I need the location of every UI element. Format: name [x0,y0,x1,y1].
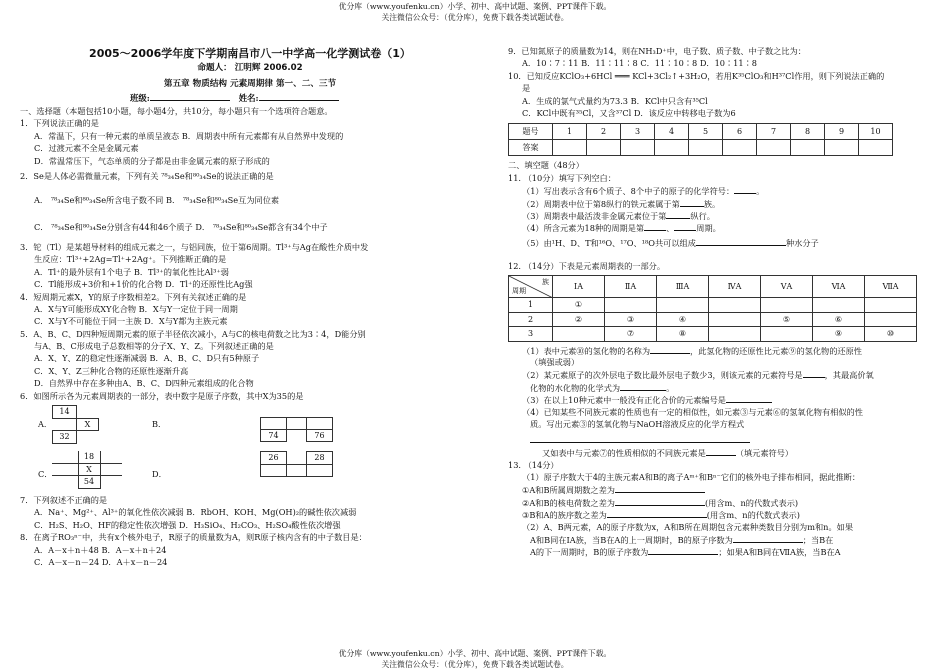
class-label: 班级: [130,93,150,103]
q11-part-4 [508,222,928,234]
q12-part-4-similar [508,447,928,459]
q1-option-c: C．过渡元素不全是金属元素 [34,143,139,154]
q11-4-end: 周期。 [696,223,721,234]
q11-5-blank[interactable] [696,237,786,246]
q12-stem: 12. （14分）下表是元素周期表的一部分。 [508,260,666,271]
exam-title: 2005～2006学年度下学期南昌市八一中学高一化学测试卷（1） [89,47,411,60]
pt-group-header: ⅢA [657,276,709,298]
name-label: 姓名: [238,93,259,103]
q11-4-sep: 、 [666,223,675,234]
pt-cell [553,327,605,342]
q12-1-blank[interactable] [650,345,690,354]
q11-1-text: （1）写出表示含有6个质子、8个中子的原子的化学符号： [522,186,735,197]
pt-period-label: 1 [509,298,553,313]
q12-1-text: （1）表中元素⑩的氢化物的名称为 [522,345,651,356]
grid-c-x: X [78,463,100,476]
q4-option-cd: C．X与Y不可能位于同一主族 D．X与Y都为主族元素 [34,316,228,327]
answer-header-cell: 9 [825,124,859,140]
q12-part-3 [508,394,928,406]
q9-stem: 9．已知氮原子的质量数为14，则在NH₃D⁺中，电子数、质子数、中子数之比为： [508,46,806,56]
answer-row-label: 答案 [509,140,553,156]
q11-2-end: 族。 [703,198,721,209]
q7-option-ab: A．Na⁺、Mg²⁺、Al³⁺的氧化性依次减弱 B．RbOH、KOH、Mg(OH)₂的碱性依次减弱 [34,507,357,518]
answer-header-cell: 题号 [509,124,553,140]
footer-line-1: 优分库（www.youfenku.cn）小学、初中、高中试题、案例、PPT课件下载。 [338,649,612,658]
q13-part-1a [508,484,928,496]
q12-1-cont: ，此氢化物的还原性比元素⑨的氢化物的还原性 [690,345,862,356]
section-1-heading: 一、选择题（本题包括10小题，每小题4分，共10分，每小题只有一个选项符合题意。 [20,106,333,116]
pt-row-period-3 [509,327,917,342]
answer-header-cell: 1 [553,124,587,140]
pt-cell [761,298,813,313]
answer-cell[interactable] [621,140,655,156]
answer-header-cell: 4 [655,124,689,140]
q12-2-blank-a[interactable] [803,369,825,378]
answer-table-header-row [509,124,893,140]
q4-stem: 4．短周期元素X，Y的原子序数相差2。下列有关叙述正确的是 [20,291,247,302]
pt-cell: ⑩ [865,327,917,342]
q11-1-blank[interactable] [734,185,756,194]
answer-header-cell: 5 [689,124,723,140]
pt-cell [813,298,865,313]
pt-cell: ② [553,312,605,327]
q13-part-1: （1）原子序数大于4的主族元素A和B的离子Aᵐ⁺和Bⁿ⁻它们的核外电子排布相同，据此推断： [522,472,861,483]
grid-d-left: 26 [261,452,287,465]
pt-group-header: ⅤA [761,276,813,298]
pt-cell [657,298,709,313]
q13-1b-text: ②A和B的核电荷数之差为 [522,497,615,508]
answer-cell[interactable] [655,140,689,156]
q12-4-text: 又如表中与元素⑦的性质相似的不同族元素是 [542,448,706,459]
pt-cell: ⑧ [657,327,709,342]
q13-2b-cont: ；当B在 [802,535,834,546]
grid-b-left: 74 [261,429,287,442]
q5-option-ab: A．X、Y、Z的稳定性逐渐减弱 B．A、B、C、D只有5种原子 [34,353,260,364]
q12-2-blank-b[interactable] [620,382,666,391]
q11-2-text: （2）周期表中位于第8纵行的铁元素属于第 [522,198,680,209]
header-line-2: 关注微信公众号：（优分库），免费下载各类试题试卷。 [381,12,569,22]
q11-3-end: 纵行。 [690,210,715,221]
q12-part-2-cont [508,382,928,394]
q12-part-1-hint: （填强或弱） [530,356,580,367]
page-header [0,2,950,23]
answer-table [508,123,893,156]
q11-4-blank-a[interactable] [644,222,666,231]
pt-cell [709,312,761,327]
left-column [20,106,475,569]
answer-header-cell: 8 [791,124,825,140]
q12-part-4: （4）已知某些不同族元素的性质也有一定的相似性，如元素③与元素⑥的氢氧化物有相似的性 [522,406,863,417]
q13-2c-blank[interactable] [648,546,718,555]
q6-grid-a [52,405,121,444]
grid-a-bottom: 32 [53,431,77,444]
q7-stem: 7．下列叙述不正确的是 [20,495,108,506]
q5-option-c: C．X、Y、Z三种化合物的还原性逐渐升高 [34,365,189,376]
q12-part-1 [508,345,928,357]
pt-cell: ⑨ [813,327,865,342]
q11-4-blank-b[interactable] [674,222,696,231]
q13-1c-blank[interactable] [607,509,707,518]
q5-stem: 5．A、B、C、D四种短周期元素的原子半径依次减小，A与C的核电荷数之比为3∶4，D能分别 [20,328,366,339]
answer-cell[interactable] [791,140,825,156]
q6-option-c-label: C． [38,469,53,480]
q12-2-text: （2）某元素原子的次外层电子数比最外层电子数少3，则该元素的元素符号是 [522,370,803,381]
q10-stem-cont: 是 [522,83,531,94]
pt-corner-group-label: 族 [542,278,549,287]
q13-2b-text: A和B同在ⅠA族，当B在A的上一周期时，B的原子序数为 [530,535,733,546]
q13-1c-text: ③B和A的族序数之差为 [522,510,607,521]
answer-table-answer-row [509,140,893,156]
pt-cell: ③ [605,312,657,327]
answer-cell[interactable] [689,140,723,156]
answer-header-cell: 3 [621,124,655,140]
pt-header-row [509,276,917,298]
pt-group-header: ⅦA [865,276,917,298]
section-2-heading: 二、填空题（48分） [508,160,584,171]
pt-cell: ⑤ [761,312,813,327]
class-name-line [130,92,339,104]
grid-a-top: 14 [53,406,77,419]
q1-option-ab: A．常温下，只有一种元素的单质呈液态 B．周期表中所有元素都有从自然界中发现的 [34,130,344,141]
header-line-1: 优分库（www.youfenku.cn）小学、初中、高中试题、案例、PPT课件下载。 [338,2,612,11]
q12-3-blank[interactable] [726,394,772,403]
q11-part-5 [508,235,928,251]
grid-b-right: 76 [307,429,333,442]
q11-stem: 11. （10分）填写下列空白： [508,172,616,183]
q6-stem: 6．如图所示各为元素周期表的一部分，表中数字是原子序数，其中X为35的是 [20,390,304,401]
q13-1c-hint: (用含m、n的代数式表示) [706,510,800,521]
pt-cell: ④ [657,312,709,327]
pt-corner-period-label: 周期 [512,286,526,295]
q6-option-b-label: B． [152,419,167,430]
q13-part-2c [508,546,928,558]
q3-option-ab: A．Tl⁺的最外层有1个电子 B．Tl³⁺的氧化性比Al³⁺弱 [34,266,229,277]
q7-option-cd: C．H₂S、H₂O、HF的稳定性依次增强 D．H₃SiO₄、H₂CO₃、H₂SO₄酸性依次增强 [34,519,341,530]
q13-stem: 13. （14分） [508,459,559,470]
q11-4-text: （4）所含元素为18种的周期是第 [522,223,645,234]
pt-cell [605,298,657,313]
q13-part-1b [508,497,928,509]
name-field[interactable] [259,92,339,101]
q10-option-ab: A．生成的氯气式量约为73.3 B．KCl中只含有³⁵Cl [522,95,708,106]
q11-3-text: （3）周期表中最活泼非金属元素位于第 [522,210,667,221]
q12-2-text-b: 化物的水化物的化学式为 [530,382,621,393]
pt-cell [709,298,761,313]
answer-cell[interactable] [825,140,859,156]
q5-stem-cont: 与A、B、C形成电子总数相等的分子X、Y、Z。下列叙述正确的是 [34,341,274,352]
q12-4-hint: （填元素符号） [735,448,794,459]
answer-header-cell: 7 [757,124,791,140]
pt-cell: ⑥ [813,312,865,327]
answer-cell[interactable] [859,140,893,156]
pt-period-label: 3 [509,327,553,342]
answer-header-cell: 6 [723,124,757,140]
q12-part-2 [508,369,928,381]
answer-header-cell: 2 [587,124,621,140]
q13-1b-blank[interactable] [615,497,705,506]
q13-part-2: （2）A、B两元素，A的原子序数为x，A和B所在周期包含元素种类数目分别为m和n。如果 [522,521,854,532]
pt-cell [865,298,917,313]
q10-stem: 10．已知反应KClO₃+6HCl ═══ KCl+3Cl₂↑+3H₂O，若用K³⁵ClO₃和H³⁷Cl作用，则下列说法正确的 [508,70,885,81]
answer-cell[interactable] [587,140,621,156]
exam-chapter: 第五章 物质结构 元素周期律 第一、二、三节 [163,79,337,89]
q6-grid-b [260,405,333,442]
q6-grid-d [260,451,333,488]
q13-2c-text: A的下一周期时，B的原子序数为 [530,547,649,558]
q12-2-end: 。 [666,382,675,393]
q13-part-1c [508,509,928,521]
q13-2c-cont: ；如果A和B同在ⅦA族，当B在A [718,547,841,558]
q12-2-cont: ，其最高价氧 [824,370,874,381]
q11-part-1: （1）写出表示含有6个质子、8个中子的原子的化学符号： 。 [522,186,765,197]
pt-cell [709,327,761,342]
q6-grid-c [52,451,122,489]
q13-1a-text: ①A和B所属周期数之差为 [522,485,615,496]
q11-5-end: 种水分子 [785,237,819,248]
q2-stem: 2．Se是人体必需微量元素，下列有关 ⁷⁸₃₄Se和⁸⁰₃₄Se的说法正确的是 [20,170,274,181]
q8-stem: 8．在离子RO₃ⁿ⁻中，共有x个核外电子，R原子的质量数为A，则R原子核内含有的中子数目是： [20,532,367,543]
answer-cell[interactable] [553,140,587,156]
q13-2b-blank[interactable] [733,534,803,543]
q3-option-cd: C．Tl能形成+3价和+1价的化合物 D．Tl⁺的还原性比Ag强 [34,279,253,290]
q11-part-3 [508,210,928,222]
q8-option-cd: C．A－x－n－24 D．A＋x－n－24 [34,556,168,567]
q5-option-d: D．自然界中存在多种由A、B、C、D四种元素组成的化合物 [34,378,254,389]
q2-option-ab: A． ⁷⁸₃₄Se和⁸⁰₃₄Se所含电子数不同 B． ⁷⁸₃₄Se和⁸⁰₃₄Se互为同位素 [34,194,280,205]
right-column [508,46,928,559]
q12-part-4-cont: 质。写出元素③的氢氧化物与NaOH溶液反应的化学方程式 [530,418,745,429]
pt-row-period-1 [509,298,917,313]
grid-d-right: 28 [307,452,333,465]
q3-reaction: 生反应：Tl³⁺+2Ag=Tl⁺+2Ag⁺。下列推断正确的是 [34,254,227,265]
answer-cell[interactable] [757,140,791,156]
footer-line-2: 关注微信公众号：（优分库），免费下载各类试题试卷。 [381,659,569,669]
q1-stem: 1．下列说法正确的是 [20,118,99,129]
q6-grids [20,403,475,495]
grid-c-bottom: 54 [78,476,100,489]
pt-cell: ⑦ [605,327,657,342]
pt-group-header: ⅥA [813,276,865,298]
q12-4-blank[interactable] [706,447,736,456]
q11-5-text: （5）由¹H、D、T和¹⁶O、¹⁷O、¹⁸O共可以组成 [522,237,696,248]
periodic-table [508,275,917,342]
pt-group-header: ⅠA [553,276,605,298]
pt-group-header: ⅣA [709,276,761,298]
q8-option-ab: A．A－x＋n＋48 B．A－x＋n＋24 [34,544,167,555]
q12-3-text: （3）在以上10种元素中一般没有正化合价的元素编号是 [522,395,726,406]
q13-1b-hint: (用含m、n的代数式表示) [704,497,799,508]
q6-option-d-label: D． [152,469,167,480]
exam-author: 命题人： 江明辉 2006.02 [197,63,303,73]
class-field[interactable] [150,92,230,101]
answer-header-cell: 10 [859,124,893,140]
q10-option-cd: C．KCl中既有³⁵Cl，又含³⁷Cl D．该反应中转移电子数为6 [522,107,736,118]
q12-4-equation-blank[interactable] [530,431,750,443]
q13-part-2b [508,534,928,546]
q11-3-blank[interactable] [666,210,690,219]
pt-cell [865,312,917,327]
pt-row-period-2 [509,312,917,327]
page-footer [0,649,950,670]
grid-c-top: 18 [78,451,100,463]
q9-options: A．10∶7∶11 B．11∶11∶8 C．11∶10∶8 D．10∶11∶8 [522,58,757,69]
answer-cell[interactable] [723,140,757,156]
q11-2-blank[interactable] [680,198,704,207]
q6-option-a-label: A． [38,419,53,430]
pt-cell [761,327,813,342]
q2-option-cd: C． ⁷⁸₃₄Se和⁸⁰₃₄Se分别含有44和46个质子 D． ⁷⁸₃₄Se和⁸⁰₃₄Se都含有34个中子 [34,221,328,232]
pt-cell: ① [553,298,605,313]
q1-option-d: D．常温常压下，气态单质的分子都是由非金属元素的原子形成的 [34,155,270,166]
pt-period-label: 2 [509,312,553,327]
q13-1a-blank[interactable] [615,484,705,493]
q11-part-2 [508,198,928,210]
q3-stem: 3．铊（Tl）是某超导材料的组成元素之一，与铝同族，位于第6周期。Tl³⁺与Ag在酸性介质中发 [20,241,369,252]
pt-group-header: ⅡA [605,276,657,298]
pt-corner-cell [509,276,553,298]
q4-option-ab: A．X与Y可能形成XY化合物 B．X与Y一定位于同一周期 [34,303,238,314]
grid-a-x: X [77,418,99,431]
